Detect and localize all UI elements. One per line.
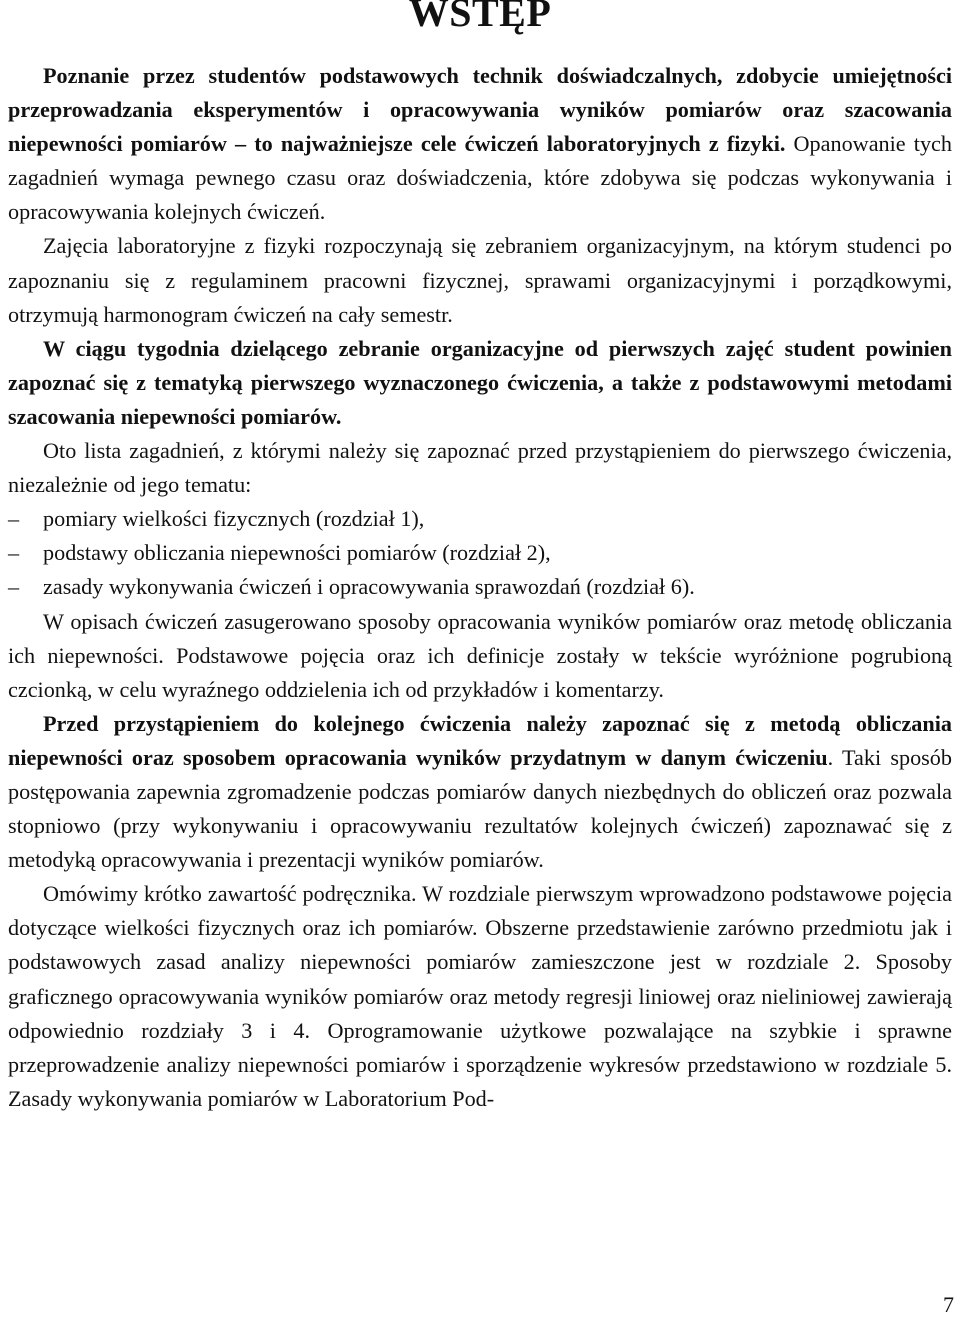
paragraph-before-exercise	[8, 707, 952, 877]
intro-text: Opanowanie tych zagadnień wymaga pewnego czasu oraz doświadczenia, które zdobywa się podczas wykonywania i opracowywania kolejnych ćwiczeń.	[8, 131, 952, 225]
list-item	[8, 536, 952, 570]
before-exercise-bold-text: Przed przystąpieniem do kolejnego ćwiczenia należy zapoznać się z metodą obliczania niepewności oraz sposobem opracowania wyników przydatnym w danym ćwiczeniu	[8, 710, 952, 770]
dash-bullet: –	[8, 506, 20, 532]
paragraph-topic-list-intro: Oto lista zagadnień, z którymi należy się zapoznać przed przystąpieniem do pierwszego ćwiczenia, niezależnie od jego tematu:	[8, 438, 952, 498]
paragraph-descriptions: W opisach ćwiczeń zasugerowano sposoby opracowania wyników pomiarów oraz metodę obliczania ich niepewności. Podstawowe pojęcia oraz ich definicje zostały w tekście wyróżnione pogrubioną czcionką, w celu wyraźnego oddzielenia ich od przykładów i komentarzy.	[8, 608, 952, 702]
intro-bold-text: Poznanie przez studentów podstawowych technik doświadczalnych, zdobycie umiejętności przeprowadzania eksperymentów i opracowywania wyników pomiarów oraz szacowania niepewności pomiarów – to najważniejsze cele ćwiczeń laboratoryjnych z fizyki.	[8, 63, 952, 157]
list-item-text: podstawy obliczania niepewności pomiarów (rozdział 2),	[43, 540, 551, 566]
paragraph-intro	[8, 59, 952, 229]
dash-bullet: –	[8, 540, 20, 566]
paragraph-contents: Omówimy krótko zawartość podręcznika. W rozdziale pierwszym wprowadzono podstawowe pojęcia dotyczące wielkości fizycznych oraz ich pomiarów. Obszerne przedstawienie zarówno przedmiotu jak i podstawowych zasad analizy niepewności pomiarów zamieszczone jest w rozdziale 2. Sposoby graficznego opracowywania wyników pomiarów oraz metody regresji liniowej oraz nieliniowej zawierają odpowiednio rozdziały 3 i 4. Oprogramowanie użytkowe pozwalające na szybkie i sprawne przeprowadzenie analizy niepewności pomiarów i sporządzenie wykresów przedstawiono w rozdziale 5. Zasady wykonywania pomiarów w Laboratorium Pod-	[8, 881, 952, 1111]
paragraph-organization: Zajęcia laboratoryjne z fizyki rozpoczynają się zebraniem organizacyjnym, na którym studenci po zapoznaniu się z regulaminem pracowni fizycznej, sprawami organizacyjnymi i porządkowymi, otrzymują harmonogram ćwiczeń na cały semestr.	[8, 233, 952, 327]
first-week-bold-text: W ciągu tygodnia dzielącego zebranie organizacyjne od pierwszych zajęć student powinien zapoznać się z tematyką pierwszego wyznaczonego ćwiczenia, a także z podstawowymi metodami szacowania niepewności pomiarów.	[8, 335, 952, 429]
list-item-text: zasady wykonywania ćwiczeń i opracowywania sprawozdań (rozdział 6).	[43, 574, 695, 600]
paragraph-first-week	[8, 332, 952, 434]
page-number: 7	[943, 1292, 954, 1317]
before-exercise-text: . Taki sposób postępowania zapewnia zgromadzenie podczas pomiarów danych niezbędnych do obliczeń oraz pozwala stopniowo (przy wykonywaniu i opracowywaniu rezultatów kolejnych ćwiczeń) zapoznawać się z metodyką opracowywania i prezentacji wyników pomiarów.	[8, 744, 952, 873]
list-item	[8, 502, 952, 536]
list-item-text: pomiary wielkości fizycznych (rozdział 1),	[43, 506, 425, 532]
dash-bullet: –	[8, 574, 20, 600]
list-item	[8, 570, 952, 604]
topic-list	[8, 502, 952, 604]
page-title: WSTĘP	[408, 0, 552, 35]
